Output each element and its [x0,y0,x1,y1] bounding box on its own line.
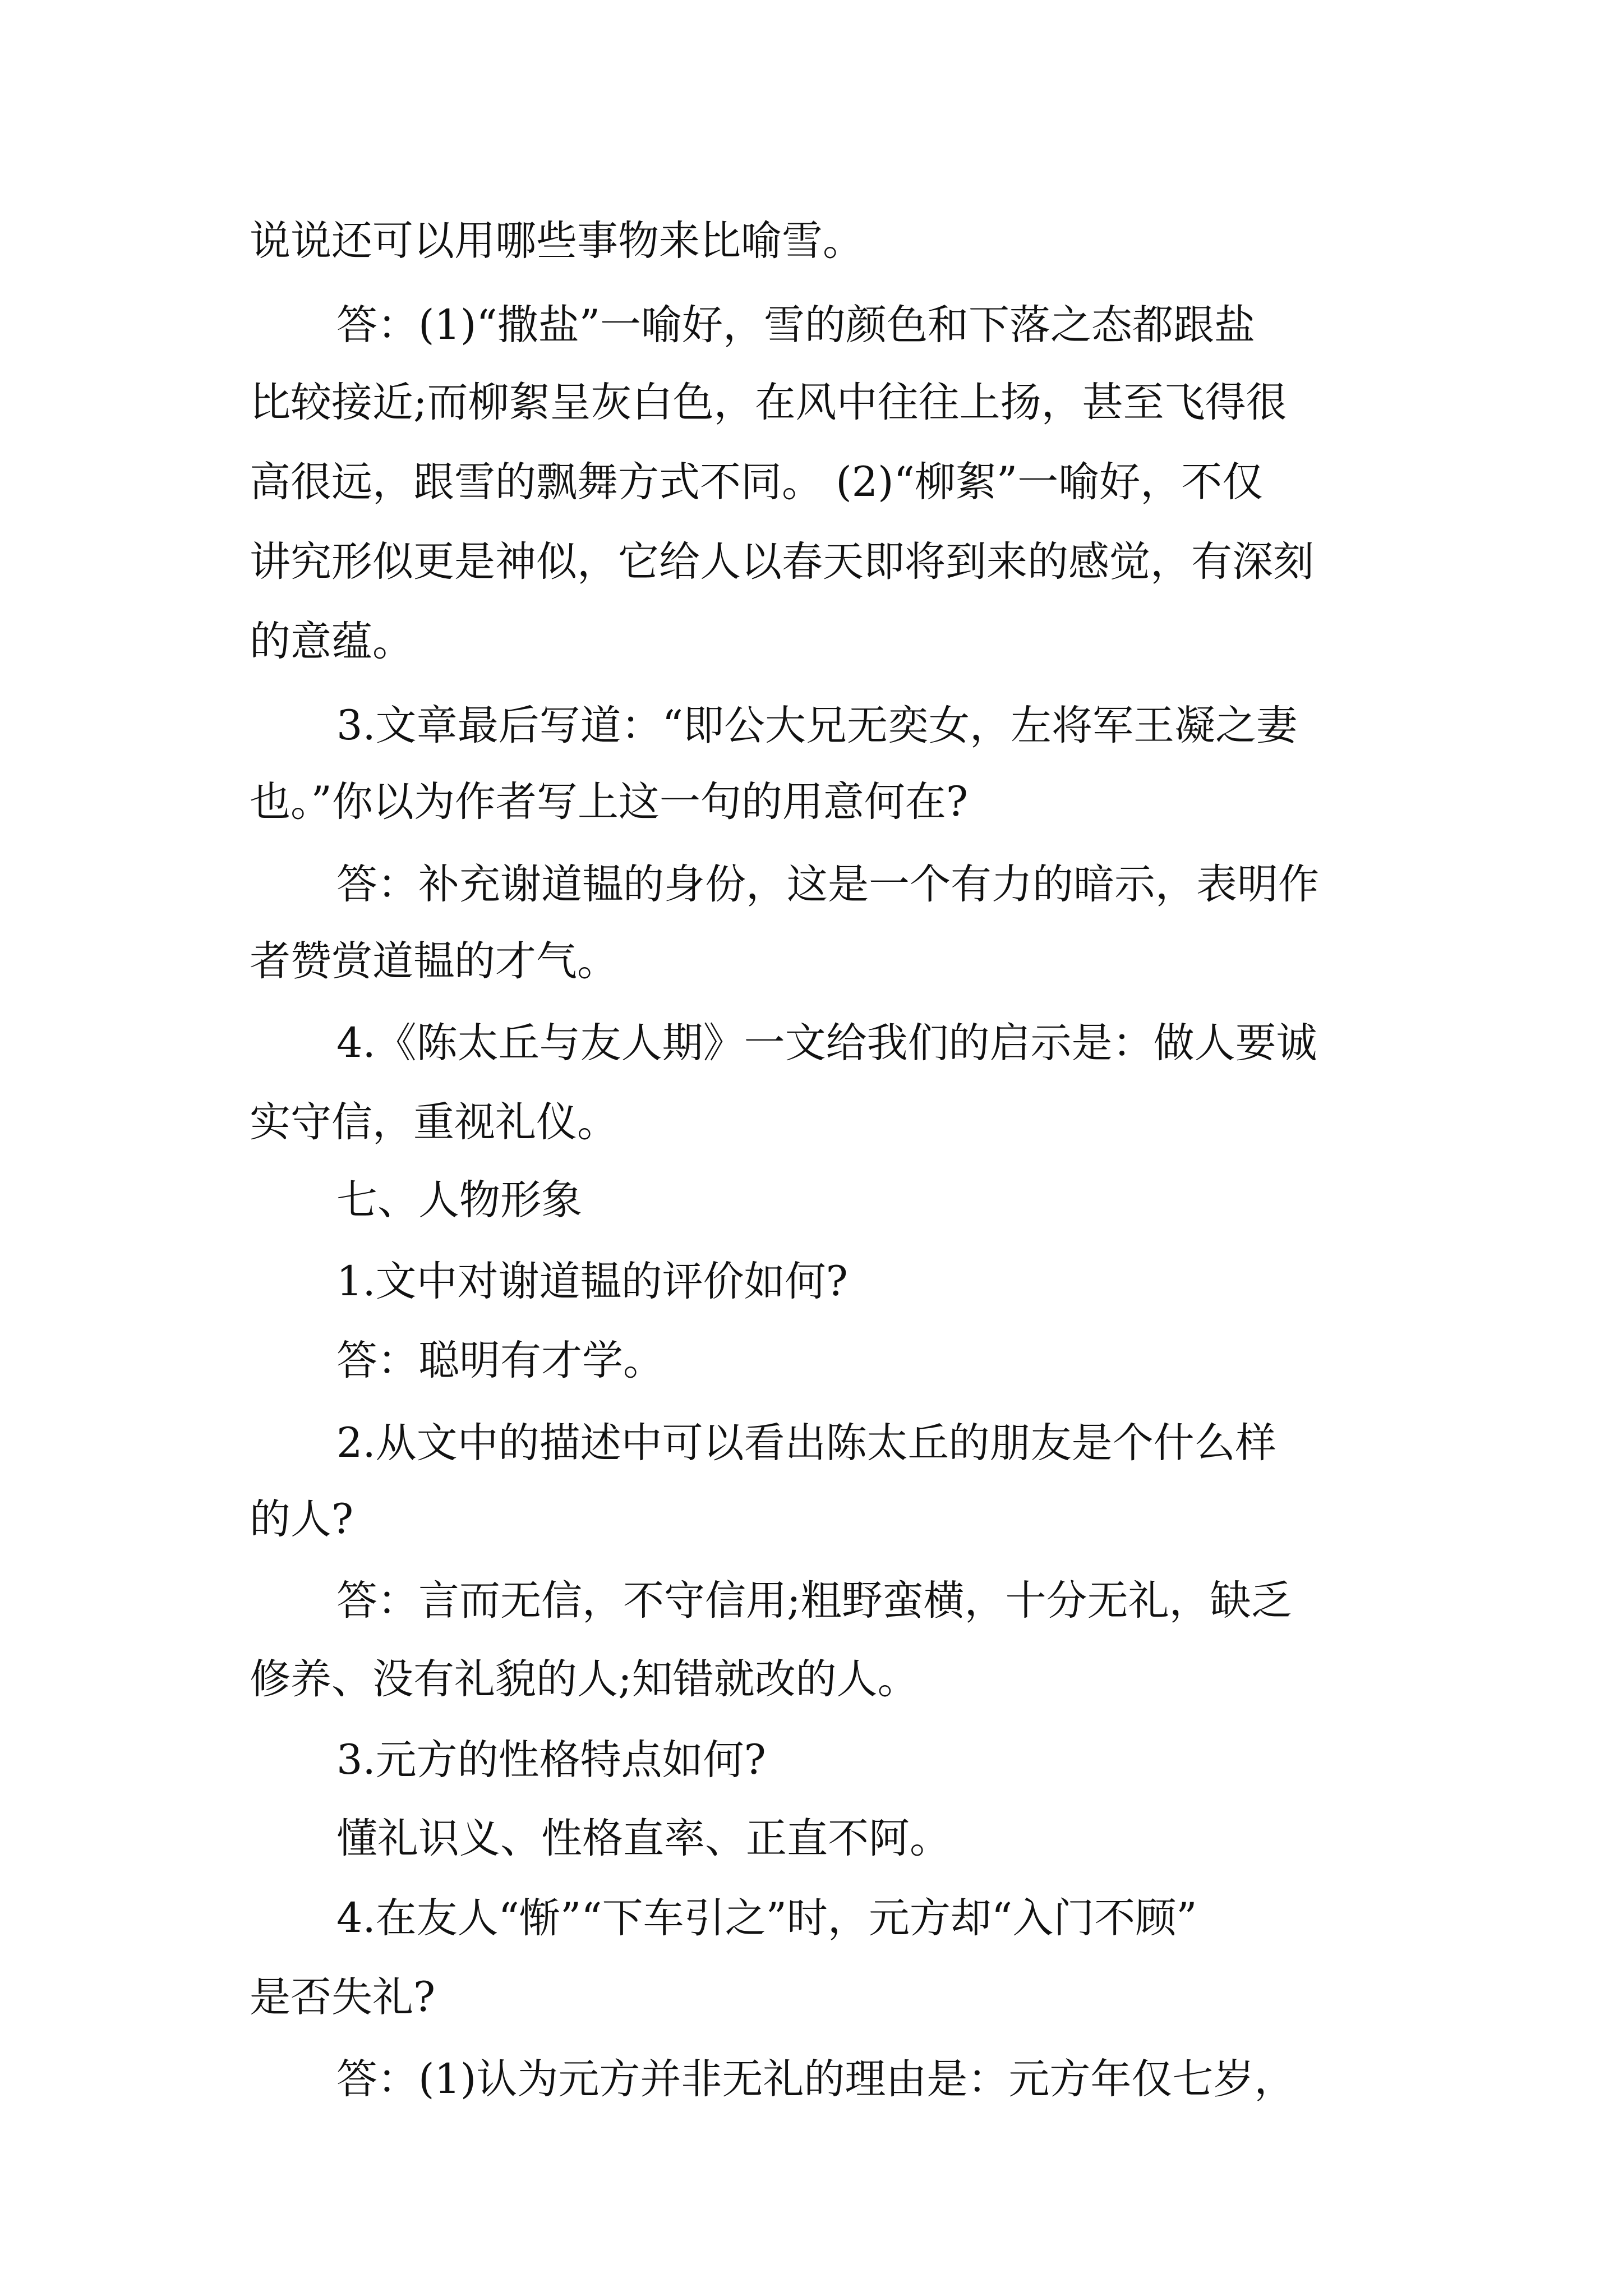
text-line: 4.在友人“惭”“下车引之”时，元方却“入门不顾” [336,1894,1197,1942]
text-line: 是否失礼? [250,1973,436,2021]
text-line: 也。”你以为作者写上这一句的用意何在? [250,778,968,826]
text-line: 答：补充谢道韫的身份，这是一个有力的暗示，表明作 [336,861,1319,908]
text-line: 的人? [250,1496,354,1543]
text-line: 答：聪明有才学。 [336,1337,664,1384]
text-line: 4.《陈太丘与友人期》一文给我们的启示是：做人要诚 [336,1019,1317,1067]
text-line: 懂礼识义、性格直率、正直不阿。 [336,1815,951,1862]
text-line: 答：(1)认为元方并非无礼的理由是：元方年仅七岁， [336,2055,1295,2103]
text-line: 的意蕴。 [250,618,413,665]
text-line: 说说还可以用哪些事物来比喻雪。 [250,217,864,265]
text-line: 高很远，跟雪的飘舞方式不同。 (2)“柳絮”一喻好，不仅 [250,458,1264,506]
text-line: 2.从文中的描述中可以看出陈太丘的朋友是个什么样 [336,1419,1276,1467]
text-line: 3.元方的性格特点如何? [336,1736,766,1784]
text-line: 3.文章最后写道：“即公大兄无奕女，左将军王凝之妻 [336,702,1297,749]
text-line: 比较接近;而柳絮呈灰白色，在风中往往上扬，甚至飞得很 [250,379,1287,426]
text-line: 者赞赏道韫的才气。 [250,937,618,985]
text-line: 答：言而无信，不守信用;粗野蛮横，十分无礼，缺乏 [336,1577,1292,1625]
text-line: 修养、没有礼貌的人;知错就改的人。 [250,1655,919,1703]
text-line: 讲究形似更是神似，它给人以春天即将到来的感觉，有深刻 [250,538,1314,586]
text-line: 实守信，重视礼仪。 [250,1098,618,1146]
text-line: 答：(1)“撒盐”一喻好，雪的颜色和下落之态都跟盐 [336,301,1256,349]
text-line: 七、人物形象 [336,1176,582,1224]
text-line: 1.文中对谢道韫的评价如何? [336,1258,848,1305]
